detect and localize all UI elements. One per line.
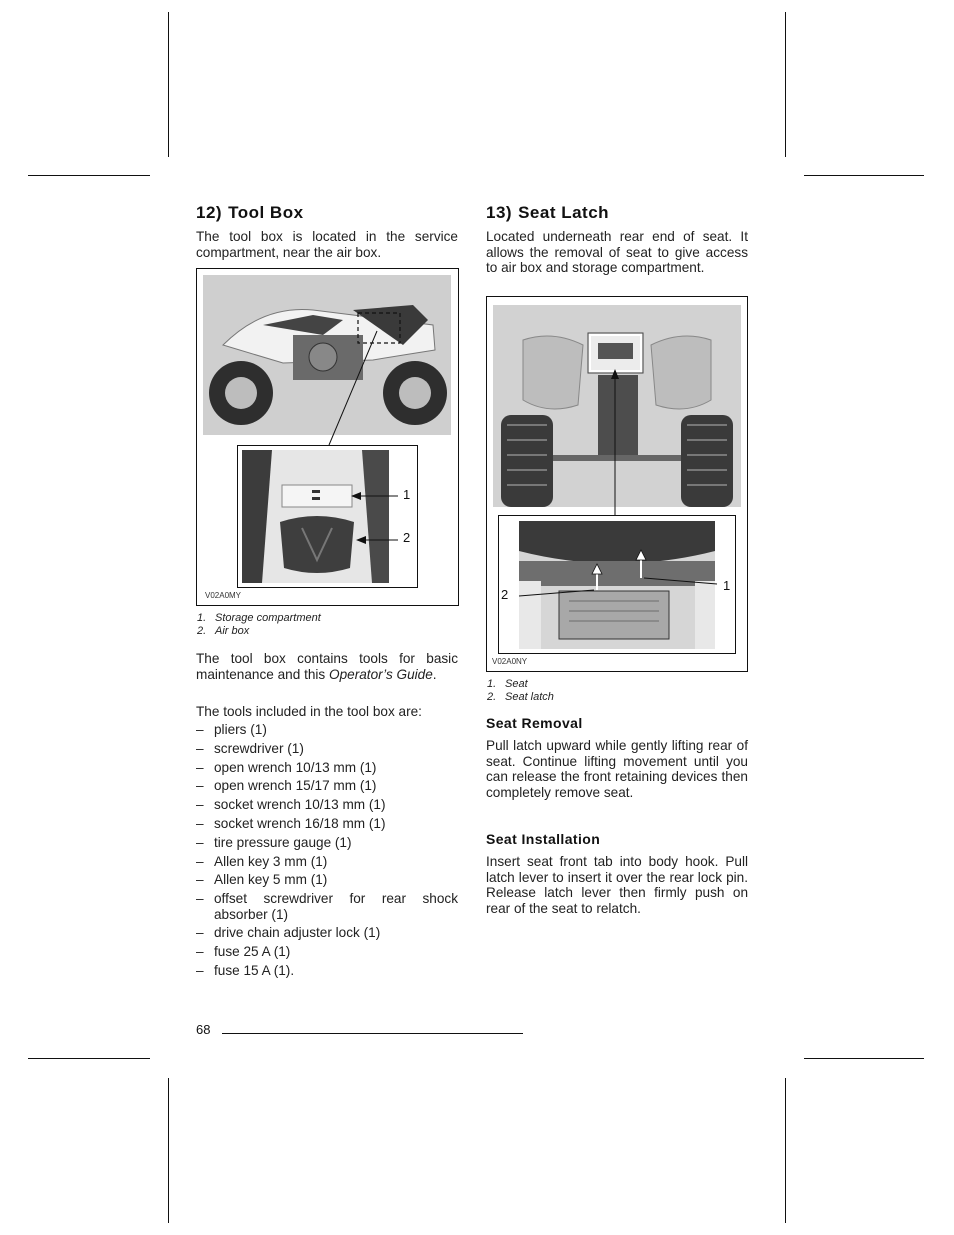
list-item: – pliers (1) xyxy=(196,722,267,737)
crop-mark xyxy=(804,175,924,176)
storage-compartment-inset xyxy=(237,445,418,588)
footer-rule xyxy=(222,1033,523,1034)
list-item: – open wrench 15/17 mm (1) xyxy=(196,778,377,794)
heading-number: 13) xyxy=(486,203,513,222)
figure-id: V02A0MY xyxy=(205,591,242,600)
tools-intro: The tools included in the tool box are: xyxy=(196,704,422,719)
figure-captions xyxy=(197,612,321,638)
seat-installation-heading: Seat Installation xyxy=(486,831,601,847)
seat-latch-figure xyxy=(486,296,748,672)
heading-number: 12) xyxy=(196,203,223,222)
crop-mark xyxy=(28,1058,150,1059)
tool-box-figure xyxy=(196,268,459,606)
tool-box-contents-paragraph: The tool box contains tools for basic maintenance and this Operator’s Guide. xyxy=(196,651,458,682)
list-item: – screwdriver (1) xyxy=(196,740,304,756)
callout-1: 1 xyxy=(723,578,731,593)
list-item: – socket wrench 16/18 mm (1) xyxy=(196,815,386,831)
crop-mark xyxy=(28,175,150,176)
list-item: – drive chain adjuster lock (1) xyxy=(196,925,381,941)
tools-list xyxy=(196,722,458,982)
crop-mark xyxy=(785,1078,786,1223)
list-item: – tire pressure gauge (1) xyxy=(196,834,352,850)
figure-id: V02A0NY xyxy=(492,657,528,666)
heading-title: Tool Box xyxy=(228,203,304,222)
section-heading-seat-latch xyxy=(486,203,609,223)
seat-removal-heading: Seat Removal xyxy=(486,715,583,731)
seat-latch-inset xyxy=(498,515,736,654)
callout-arrows xyxy=(499,516,735,653)
list-item: – Allen key 3 mm (1) xyxy=(196,853,328,869)
heading-title: Seat Latch xyxy=(518,203,610,222)
section-heading-tool-box xyxy=(196,203,304,223)
figure-captions xyxy=(487,678,554,704)
list-item: – open wrench 10/13 mm (1) xyxy=(196,759,377,775)
crop-mark xyxy=(168,12,169,157)
callout-1: 1 xyxy=(403,487,411,502)
list-item: – fuse 15 A (1). xyxy=(196,963,295,979)
caption-item: 2. Air box xyxy=(197,625,250,637)
page-number: 68 xyxy=(196,1022,211,1037)
crop-mark xyxy=(785,12,786,157)
tool-box-intro: The tool box is located in the service compartment, near the air box. xyxy=(196,229,458,260)
seat-installation-text: Insert seat front tab into body hook. Pull latch lever to insert it over the rear lock pin. Release latch lever then firmly push on rear of the seat to relatch. xyxy=(486,854,748,916)
callout-2: 2 xyxy=(403,530,411,545)
list-item: – socket wrench 10/13 mm (1) xyxy=(196,797,386,813)
caption-item: 1. Storage compartment xyxy=(197,612,321,624)
list-item: – fuse 25 A (1) xyxy=(196,944,291,960)
seat-removal-text: Pull latch upward while gently lifting rear of seat. Continue lifting movement until you can release the front retaining devices then completely remove seat. xyxy=(486,738,748,800)
callout-2: 2 xyxy=(501,587,509,602)
list-item: – offset screwdriver for rear shock absorber (1) xyxy=(196,891,458,922)
caption-item: 1. Seat xyxy=(487,678,528,690)
crop-mark xyxy=(168,1078,169,1223)
seat-latch-intro: Located underneath rear end of seat. It allows the removal of seat to give access to air box and storage compartment. xyxy=(486,229,748,275)
callout-arrows xyxy=(238,446,417,587)
crop-mark xyxy=(804,1058,924,1059)
list-item: – Allen key 5 mm (1) xyxy=(196,872,328,888)
caption-item: 2. Seat latch xyxy=(487,691,554,703)
